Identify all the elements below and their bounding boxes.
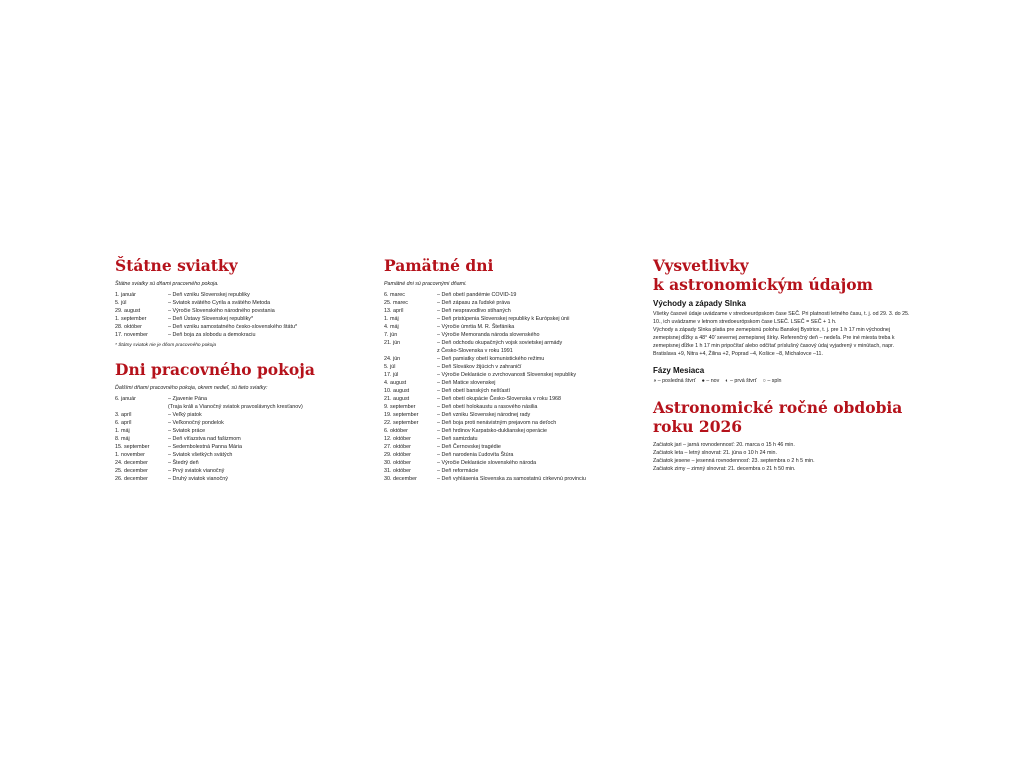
item-text: – Štedrý deň	[168, 460, 199, 466]
list-item: Začiatok zimy – zimný slnovrat: 21. decembra o 21 h 50 min.	[653, 466, 796, 472]
vychody-heading: Východy a západy Slnka	[653, 299, 746, 308]
list-item	[384, 387, 634, 395]
item-text: – Výročie Deklarácie o zvrchovanosti Slovenskej republiky	[437, 372, 577, 378]
item-text: – Deň boja proti nenávistným prejavom na deťoch	[437, 420, 557, 426]
fazy-heading: Fázy Mesiaca	[653, 366, 705, 375]
item-date: 9. september	[384, 404, 416, 410]
item-text: – Deň vzniku Slovenskej národnej rady	[437, 412, 531, 418]
list-item	[115, 299, 360, 307]
list-item: Začiatok jari – jarná rovnodennosť: 20. marca o 15 h 46 min.	[653, 442, 795, 448]
list-item	[384, 323, 634, 331]
item-text: – Deň narodenia Ľudovíta Štúra	[437, 452, 514, 458]
list-item	[384, 411, 634, 419]
item-date: 28. október	[115, 324, 142, 330]
list-item	[384, 339, 634, 355]
item-text: – Deň obetí banských nešťastí	[437, 388, 511, 394]
last-quarter-icon: ◑	[653, 378, 657, 384]
item-date: 17. november	[115, 332, 148, 338]
vysvetlivky-title-line2: k astronomickým údajom	[653, 275, 873, 294]
item-date: 27. október	[384, 444, 411, 450]
item-date: 22. september	[384, 420, 419, 426]
full-moon-icon: ○	[762, 378, 766, 384]
item-date: 24. december	[115, 460, 148, 466]
item-text: – Deň pamiatky obetí komunistického režimu	[437, 356, 545, 362]
item-text: – Sviatok svätého Cyrila a svätého Metoda	[168, 300, 271, 306]
item-date: 24. jún	[384, 356, 401, 362]
pamatne-dni-title: Pamätné dni	[384, 256, 494, 275]
dni-pracovneho-pokoja-title: Dni pracovného pokoja	[115, 360, 315, 379]
list-item	[384, 355, 634, 363]
item-text: – Deň obetí pandémie COVID-19	[437, 292, 517, 298]
item-text: – Deň reformácie	[437, 468, 479, 474]
item-date: 21. jún	[384, 340, 401, 346]
column-astronomy	[653, 256, 913, 473]
list-item	[384, 315, 634, 323]
item-text: – Deň samizdatu	[437, 436, 478, 442]
item-date: 6. október	[384, 428, 408, 434]
list-item	[115, 459, 360, 467]
pamatne-dni-intro: Pamätné dni sú pracovnými dňami.	[384, 281, 467, 287]
phase-label: – prvá štvrť	[729, 378, 757, 384]
first-quarter-icon: ◐	[725, 378, 729, 384]
list-item	[384, 331, 634, 339]
item-text: – Sedembolestná Panna Mária	[168, 444, 243, 450]
item-text: – Deň hrdinov Karpatsko-duklianskej operácie	[437, 428, 547, 434]
item-date: 5. júl	[384, 364, 396, 370]
item-text: – Veľký piatok	[168, 412, 202, 418]
obdobia-title	[653, 398, 913, 436]
list-item	[115, 315, 360, 323]
item-date: 7. jún	[384, 332, 398, 338]
item-date: 6. marec	[384, 292, 405, 298]
item-date: 31. október	[384, 468, 411, 474]
item-text: – Deň odchodu okupačných vojsk sovietskej armády z Česko-Slovenska v roku 1991	[437, 340, 563, 354]
list-item	[115, 427, 360, 435]
list-item	[384, 379, 634, 387]
list-item	[115, 307, 360, 315]
list-item: Začiatok jesene – jesenná rovnodennosť: 23. septembra o 2 h 5 min.	[653, 458, 815, 464]
phase-label: – spln	[767, 378, 782, 384]
new-moon-icon: ●	[701, 378, 705, 384]
list-item	[384, 299, 634, 307]
phase-last-quarter	[653, 377, 696, 385]
vysvetlivky-title-line1: Vysvetlivky	[653, 256, 749, 275]
item-text: – Deň Matice slovenskej	[437, 380, 496, 386]
list-item	[115, 475, 360, 483]
item-date: 4. máj	[384, 324, 399, 330]
item-text: – Deň zápasu za ľudské práva	[437, 300, 510, 306]
dni-pracovneho-pokoja-intro: Ďalšími dňami pracovného pokoja, okrem nedieľ, sú tieto sviatky:	[115, 385, 268, 391]
list-item	[115, 331, 360, 339]
item-date: 1. november	[115, 452, 145, 458]
item-text: – Deň vzniku Slovenskej republiky	[168, 292, 250, 298]
vysvetlivky-title	[653, 256, 913, 294]
list-item	[384, 419, 634, 427]
list-item	[384, 307, 634, 315]
item-text: – Výročie Memoranda národa slovenského	[437, 332, 540, 338]
item-text: – Sviatok práce	[168, 428, 206, 434]
item-date: 1. január	[115, 292, 136, 298]
list-item	[384, 395, 634, 403]
list-item	[384, 475, 634, 483]
list-item	[384, 291, 634, 299]
list-item	[384, 451, 634, 459]
list-item	[115, 323, 360, 331]
item-date: 29. august	[115, 308, 141, 314]
item-date: 4. august	[384, 380, 407, 386]
item-text: – Deň obetí okupácie Česko-Slovenska v roku 1968	[437, 396, 562, 402]
statne-sviatky-intro: Štátne sviatky sú dňami pracovného pokoja.	[115, 281, 219, 287]
list-item: Začiatok leta – letný slnovrat: 21. júna o 10 h 24 min.	[653, 450, 777, 456]
statne-sviatky-note: * Štátny sviatok nie je dňom pracovného pokoja	[115, 343, 217, 348]
item-date: 1. máj	[115, 428, 130, 434]
item-date: 30. december	[384, 476, 417, 482]
item-text: – Deň nespravodlivo stíhaných	[437, 308, 511, 314]
list-item	[115, 395, 360, 411]
list-item	[115, 291, 360, 299]
phase-full-moon	[763, 377, 782, 385]
list-item	[384, 467, 634, 475]
item-text: – Deň Slovákov žijúcich v zahraničí	[437, 364, 522, 370]
item-text: – Prvý sviatok vianočný	[168, 468, 225, 474]
list-item	[384, 371, 634, 379]
item-text: – Deň obetí holokaustu a rasového násilia	[437, 404, 538, 410]
item-text: – Výročie Deklarácie slovenského národa	[437, 460, 537, 466]
column-holidays	[115, 256, 360, 483]
item-text: – Výročie Slovenského národného povstania	[168, 308, 275, 314]
moon-phases-legend	[653, 377, 913, 385]
item-date: 6. január	[115, 396, 136, 402]
list-item	[115, 467, 360, 475]
list-item	[115, 451, 360, 459]
item-date: 10. august	[384, 388, 410, 394]
obdobia-list	[653, 441, 913, 473]
item-text: – Deň vyhlásenia Slovenska za samostatnú cirkevnú provinciu	[437, 476, 586, 482]
item-date: 26. december	[115, 476, 148, 482]
list-item	[384, 443, 634, 451]
item-text: – Deň vzniku samostatného česko-slovenského štátu*	[168, 324, 298, 330]
list-item	[384, 459, 634, 467]
item-text: – Deň pristúpenia Slovenskej republiky k Európskej únii	[437, 316, 570, 322]
item-date: 12. október	[384, 436, 411, 442]
item-date: 17. júl	[384, 372, 399, 378]
item-date: 25. marec	[384, 300, 408, 306]
list-item	[115, 411, 360, 419]
item-text: – Sviatok všetkých svätých	[168, 452, 233, 458]
phase-label: – nov	[706, 378, 720, 384]
item-date: 21. august	[384, 396, 410, 402]
dni-pracovneho-pokoja-list	[115, 395, 360, 483]
column-memorial-days	[384, 256, 634, 483]
item-text: – Deň víťazstva nad fašizmom	[168, 436, 241, 442]
list-item	[115, 419, 360, 427]
statne-sviatky-title: Štátne sviatky	[115, 256, 238, 275]
item-text: – Výročie úmrtia M. R. Štefánika	[437, 324, 515, 330]
item-text: – Druhý sviatok vianočný	[168, 476, 228, 482]
phase-label: – posledná štvrť	[657, 378, 696, 384]
item-text: – Deň Černovskej tragédie	[437, 444, 501, 450]
item-date: 25. december	[115, 468, 148, 474]
item-date: 6. apríl	[115, 420, 132, 426]
item-date: 29. október	[384, 452, 411, 458]
item-date: 1. september	[115, 316, 147, 322]
item-date: 1. máj	[384, 316, 399, 322]
statne-sviatky-list	[115, 291, 360, 339]
list-item	[115, 435, 360, 443]
vychody-paragraph-2: Východy a západy Slnka platia pre zemepisnú polohu Banskej Bystrice, t. j. pre 1 h 17 min východnej zemepisnej dĺžky a 48° 40′ severnej zemepisnej šírky. Referenčný deň – nedeľa. Pre iné miesta treba k zemepisnej dĺžke 1 h 17 min pripočítať alebo odčítať príslušný časový údaj vyjadrený v minútach, napr. Bratislava +9, Nitra +4, Žilina +2, Poprad –4, Košice –8, Michalovce –11.	[653, 327, 895, 357]
list-item	[384, 435, 634, 443]
phase-first-quarter	[725, 377, 756, 385]
item-text: – Deň Ústavy Slovenskej republiky*	[168, 316, 254, 322]
obdobia-title-line2: roku 2026	[653, 417, 743, 436]
item-date: 19. september	[384, 412, 419, 418]
item-text: – Veľkonočný pondelok	[168, 420, 224, 426]
item-date: 30. október	[384, 460, 411, 466]
item-date: 3. apríl	[115, 412, 132, 418]
list-item	[115, 443, 360, 451]
list-item	[384, 403, 634, 411]
item-text: – Deň boja za slobodu a demokraciu	[168, 332, 256, 338]
list-item	[384, 427, 634, 435]
obdobia-title-line1: Astronomické ročné obdobia	[653, 398, 903, 417]
item-date: 8. máj	[115, 436, 130, 442]
pamatne-dni-list	[384, 291, 634, 483]
phase-new-moon	[702, 377, 720, 385]
item-date: 13. apríl	[384, 308, 404, 314]
item-date: 15. september	[115, 444, 150, 450]
list-item	[384, 363, 634, 371]
item-date: 5. júl	[115, 300, 127, 306]
item-text: – Zjavenie Pána (Traja králi a Vianočný sviatok pravoslávnych kresťanov)	[168, 396, 303, 410]
vychody-paragraph-1: Všetky časové údaje uvádzame v stredoeurópskom čase SEČ. Pri platnosti letného času, t. j. od 29. 3. do 25. 10., ich uvádzame v letnom stredoeurópskom čase LSEČ. LSEČ = SEČ + 1 h.	[653, 311, 910, 325]
